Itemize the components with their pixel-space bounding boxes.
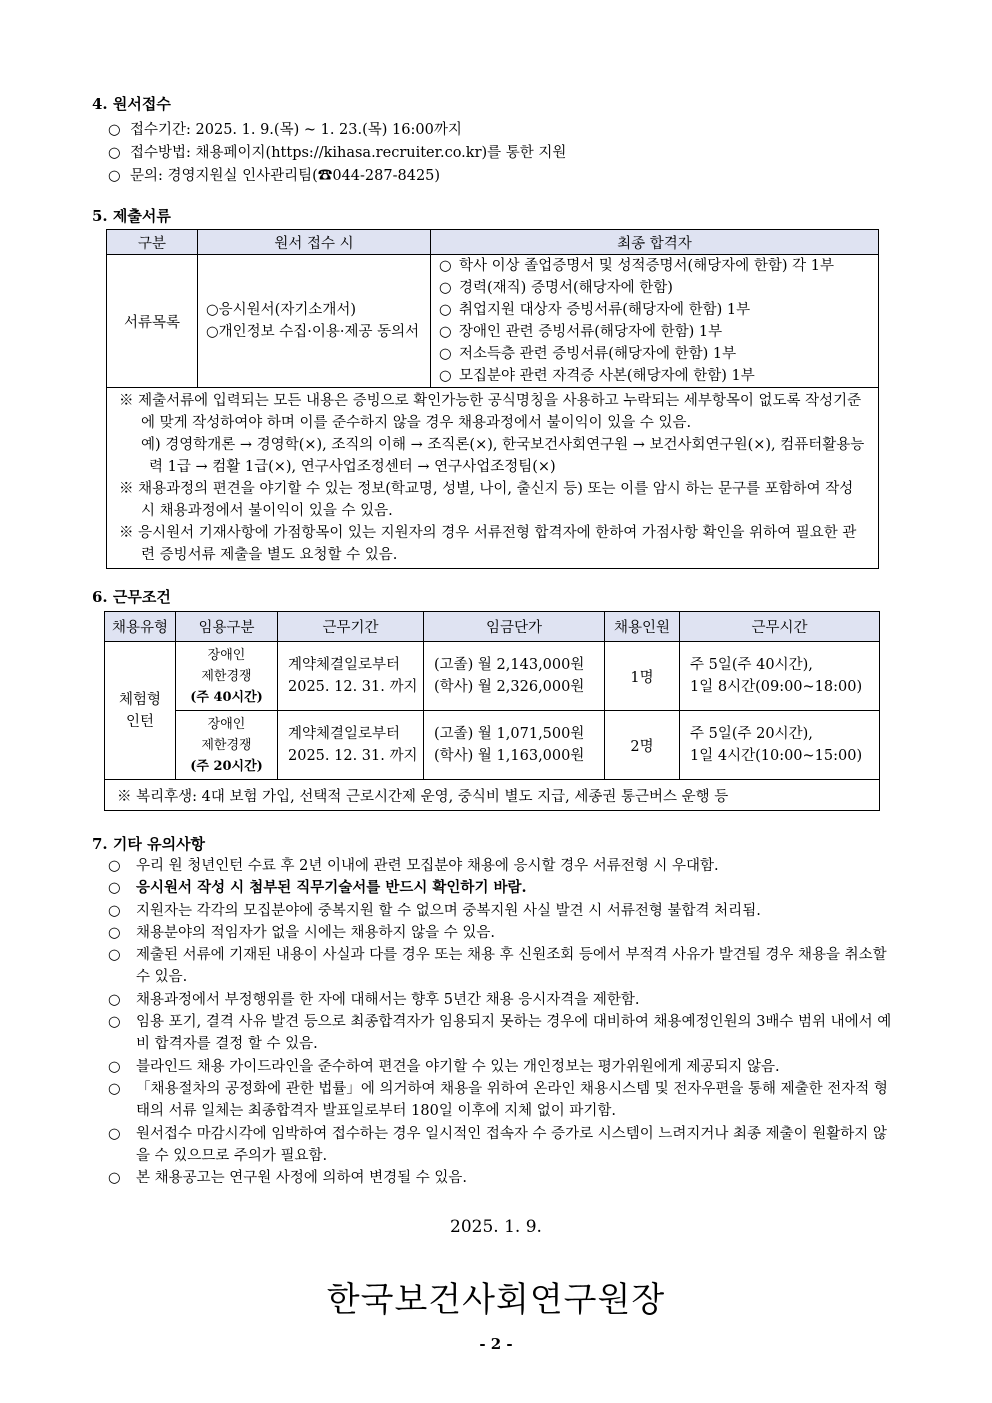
list-item: ○ 모집분야 관련 자격증 사본(해당자에 한함) 1부 [439,368,755,384]
type-label: 체험형 인턴 [105,642,176,780]
section-7-title: 7. 기타 유의사항 [92,835,206,853]
organization-signature: 한국보건사회연구원장 [326,1280,666,1320]
header-period: 근무기간 [278,612,424,642]
bullet-icon: ○ [108,1058,121,1075]
bullet-icon: ○ [108,947,121,964]
section-5-title: 5. 제출서류 [92,207,171,225]
hours-cell: 주 5일(주 20시간), 1일 4시간(10:00~15:00) [680,711,880,780]
bullet-icon: ○ [108,1080,121,1097]
header-wage: 임금단가 [424,612,605,642]
list-item: ○개인정보 수집·이용·제공 동의서 [206,324,420,340]
note-example: 예) 경영학개론 → 경영학(×), 조직의 이해 → 조직론(×), 한국보건사회연구원 → 보건사회연구원(×), 컴퓨터활용능력 1급 → 컴활 1급(×), 연구사업조정센터 → 연구사업조정팀(×) [141,437,865,475]
note: ※ 채용과정의 편견을 야기할 수 있는 정보(학교명, 성별, 나이, 출신지 등) 또는 이를 암시 하는 문구를 포함하여 작성 시 채용과정에서 불이익이 있을 수 있음. [119,481,854,519]
row-label: 서류목록 [107,255,198,388]
bullet-icon: ○ [108,991,121,1008]
count-cell: 2명 [605,711,680,780]
list-item: ○ 지원자는 각각의 모집분야에 중복지원 할 수 없으며 중복지원 사실 발견 시 서류전형 불합격 처리됨. [108,900,898,922]
list-item: ○ 임용 포기, 결격 사유 발견 등으로 최종합격자가 임용되지 못하는 경우에 대비하여 채용예정인원의 3배수 범위 내에서 예비 합격자를 결정 할 수 있음. [108,1011,898,1056]
list-item: ○ 블라인드 채용 가이드라인을 준수하여 편견을 야기할 수 있는 개인정보는 평가위원에게 제공되지 않음. [108,1056,898,1078]
list-item: ○ 저소득층 관련 증빙서류(해당자에 한함) 1부 [439,346,737,362]
list-item: ○ 「채용절차의 공정화에 관한 법률」에 의거하여 채용을 위하여 온라인 채용시스템 및 전자우편을 통해 제출한 전자적 형태의 서류 일체는 최종합격자 발표일로부터 180일 이후에 지체 없이 파기함. [108,1078,898,1123]
header-count: 채용인원 [605,612,680,642]
header-type: 채용유형 [105,612,176,642]
appointment-cell: 장애인 제한경쟁 (주 20시간) [176,711,278,780]
header-appointment: 임용구분 [176,612,278,642]
period-cell: 계약체결일로부터 2025. 12. 31. 까지 [278,642,424,711]
bullet-icon: ○ [108,1170,121,1187]
section-6-title: 6. 근무조건 [92,588,171,606]
appointment-cell: 장애인 제한경쟁 (주 40시간) [176,642,278,711]
wage-cell: (고졸) 월 2,143,000원 (학사) 월 2,326,000원 [424,642,605,711]
list-item: ○ 본 채용공고는 연구원 사정에 의하여 변경될 수 있음. [108,1167,898,1189]
list-item: ○ 취업지원 대상자 증빙서류(해당자에 한함) 1부 [439,302,751,318]
list-item: ○ 접수방법: 채용페이지(https://kihasa.recruiter.co.kr)를 통한 지원 [108,145,567,161]
list-item: ○ 응시원서 작성 시 첨부된 직무기술서를 반드시 확인하기 바람. [108,877,898,899]
header-apply: 원서 접수 시 [198,230,431,255]
bullet-icon: ○ [108,122,121,138]
section-4-title: 4. 원서접수 [92,95,171,113]
page-number: - 2 - [479,1335,513,1353]
notice-list [108,855,898,1189]
header-category: 구분 [107,230,198,255]
bullet-icon: ○ [108,924,121,941]
welfare-note: ※ 복리후생: 4대 보험 가입, 선택적 근로시간제 운영, 중식비 별도 지급, 세종권 통근버스 운행 등 [105,780,880,811]
list-item: ○ 접수기간: 2025. 1. 9.(목) ~ 1. 23.(목) 16:00까지 [108,122,462,138]
period-cell: 계약체결일로부터 2025. 12. 31. 까지 [278,711,424,780]
note: ※ 제출서류에 입력되는 모든 내용은 증빙으로 확인가능한 공식명칭을 사용하고 누락되는 세부항목이 없도록 작성기준에 맞게 작성하여야 하며 이를 준수하지 않을 경우 채용과정에서 불이익이 있을 수 있음. [119,393,862,431]
documents-table [106,229,879,569]
apply-docs [198,255,431,388]
announcement-date: 2025. 1. 9. [450,1217,542,1237]
bullet-icon: ○ [108,1125,121,1142]
list-item: ○ 문의: 경영지원실 인사관리팀(☎044-287-8425) [108,168,441,184]
hours-cell: 주 5일(주 40시간), 1일 8시간(09:00~18:00) [680,642,880,711]
list-item: ○ 학사 이상 졸업증명서 및 성적증명서(해당자에 한함) 각 1부 [439,258,834,274]
header-final: 최종 합격자 [431,230,879,255]
list-item: ○ 장애인 관련 증빙서류(해당자에 한함) 1부 [439,324,723,340]
list-item: ○ 경력(재직) 증명서(해당자에 한함) [439,280,673,296]
list-item: ○ 원서접수 마감시각에 임박하여 접수하는 경우 일시적인 접속자 수 증가로 시스템이 느려지거나 최종 제출이 원활하지 않을 수 있으므로 주의가 필요함. [108,1123,898,1168]
bullet-icon: ○ [108,858,121,874]
documents-notes [107,388,879,569]
bullet-icon: ○ [108,145,121,161]
final-docs [431,255,879,388]
list-item: ○응시원서(자기소개서) [206,302,357,318]
bullet-icon: ○ [108,902,121,919]
wage-cell: (고졸) 월 1,071,500원 (학사) 월 1,163,000원 [424,711,605,780]
bullet-icon: ○ [108,168,121,184]
list-item: ○ 채용과정에서 부정행위를 한 자에 대해서는 향후 5년간 채용 응시자격을 제한함. [108,989,898,1011]
list-item: ○ 채용분야의 적임자가 없을 시에는 채용하지 않을 수 있음. [108,922,898,944]
bullet-icon: ○ [108,879,121,897]
bullet-icon: ○ [108,1014,121,1031]
note: ※ 응시원서 기재사항에 가점항목이 있는 지원자의 경우 서류전형 합격자에 한하여 가점사항 확인을 위하여 필요한 관련 증빙서류 제출을 별도 요청할 수 있음. [119,525,857,563]
conditions-table [104,611,880,811]
list-item: ○ 우리 원 청년인턴 수료 후 2년 이내에 관련 모집분야 채용에 응시할 경우 서류전형 시 우대함. [108,855,898,877]
count-cell: 1명 [605,642,680,711]
header-hours: 근무시간 [680,612,880,642]
list-item: ○ 제출된 서류에 기재된 내용이 사실과 다를 경우 또는 채용 후 신원조회 등에서 부적격 사유가 발견될 경우 채용을 취소할 수 있음. [108,944,898,989]
